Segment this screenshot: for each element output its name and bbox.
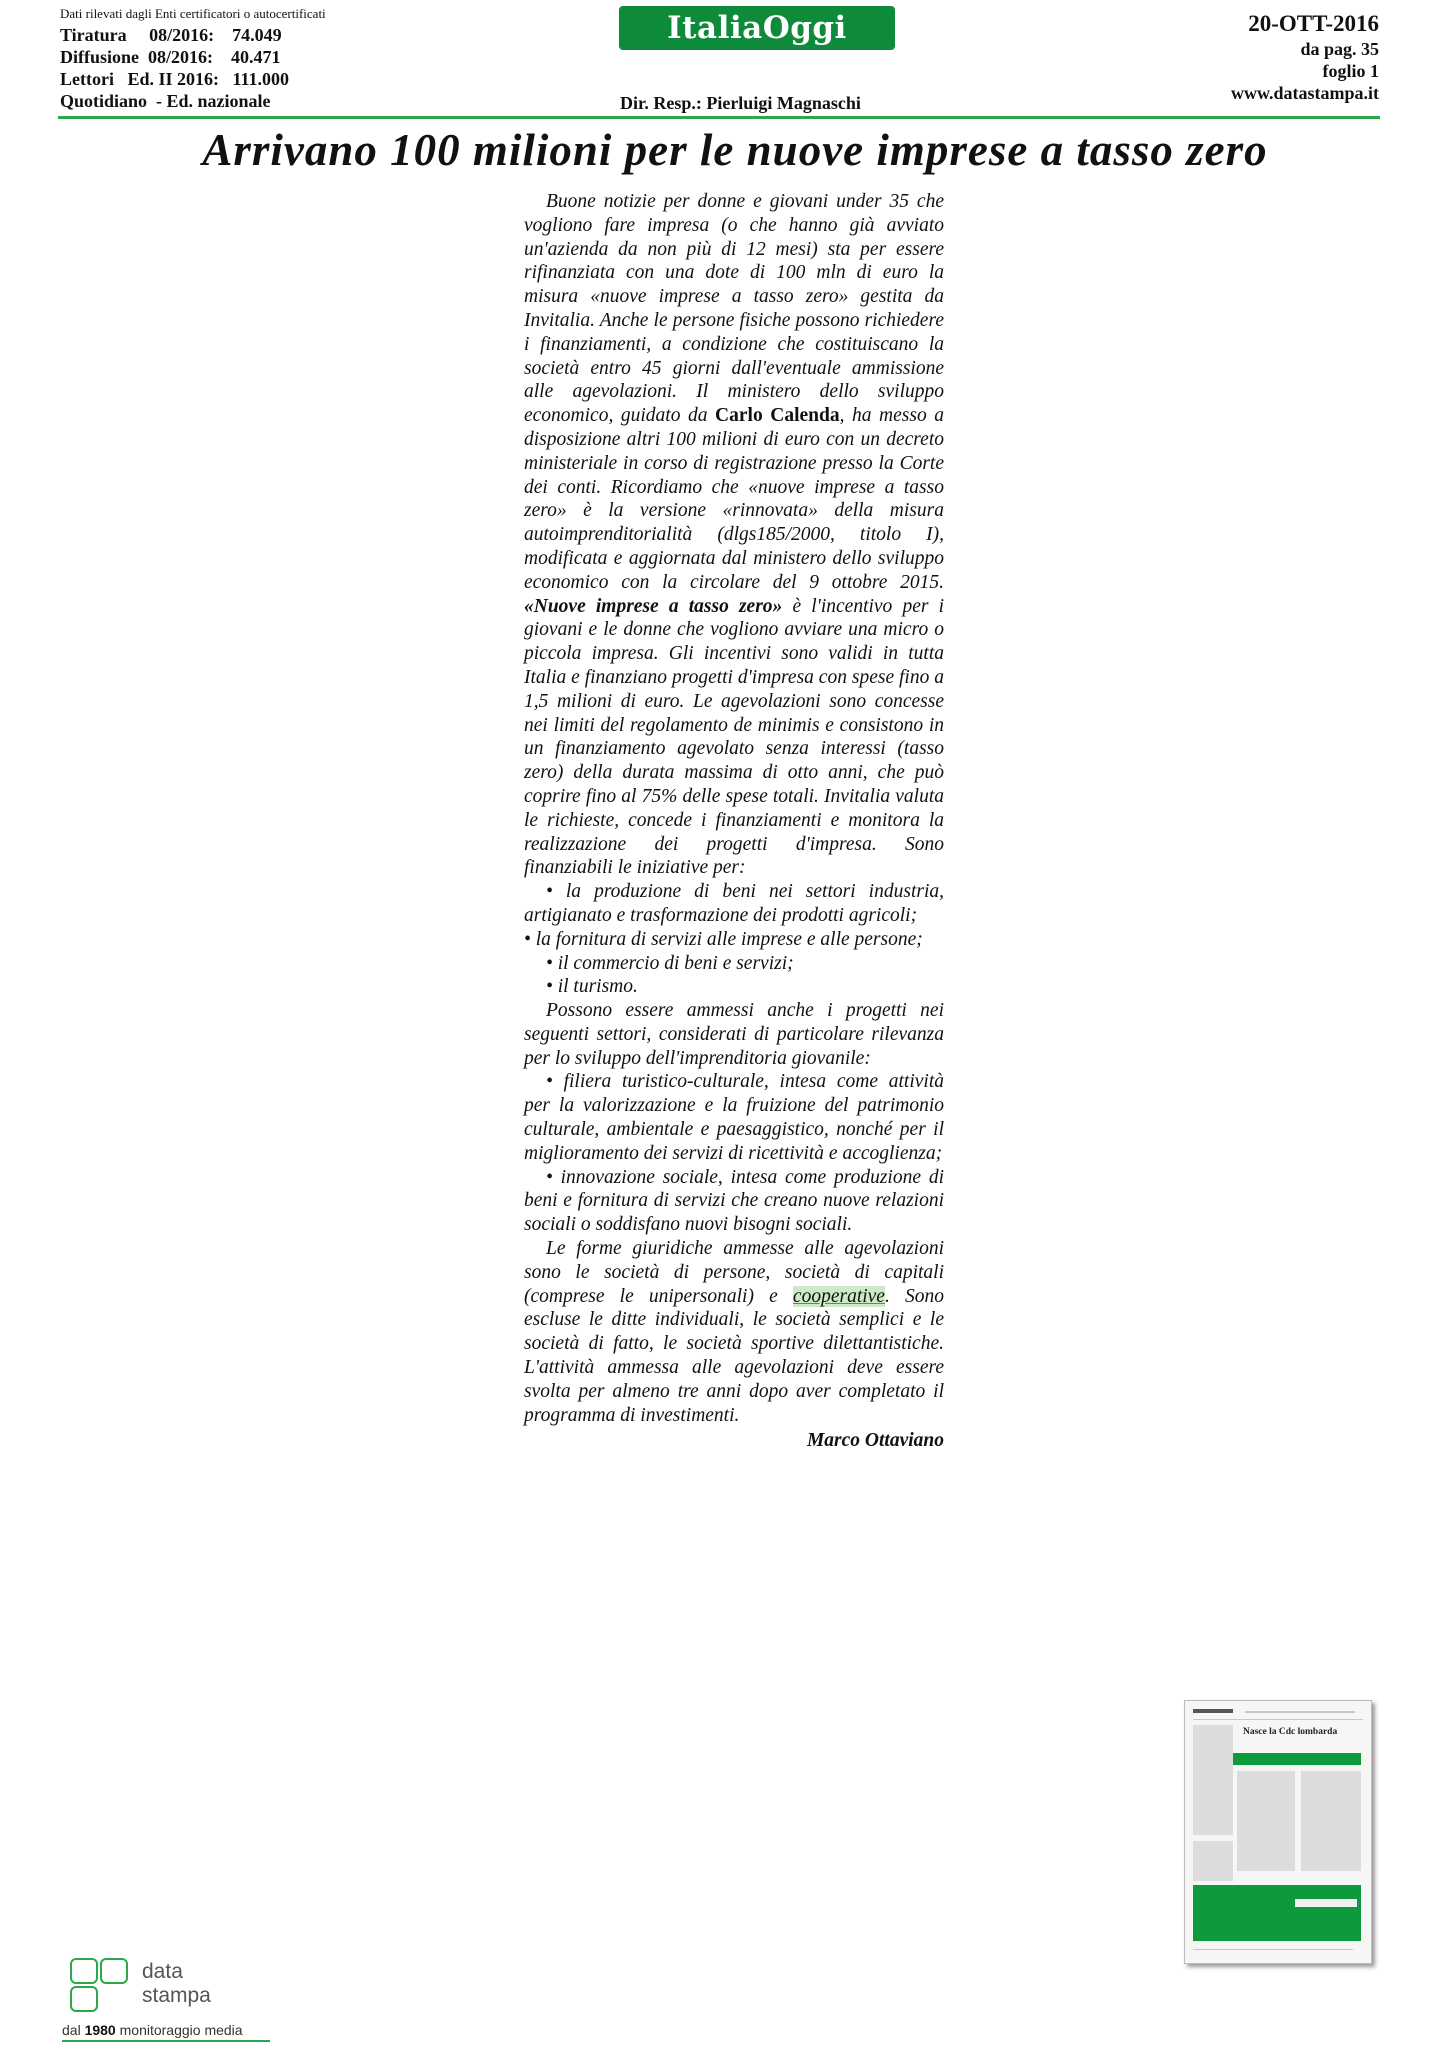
datastampa-logo: [70, 1958, 134, 2019]
highlighted-term[interactable]: cooperative: [792, 1285, 885, 1307]
wordmark-line: data: [142, 1960, 183, 1983]
list-item: • il commercio di beni e servizi;: [546, 952, 794, 974]
thumb-column: [1301, 1771, 1361, 1871]
source-note: Dati rilevati dagli Enti certificatori o autocertificati: [60, 6, 326, 21]
stat-tiratura: Tiratura 08/2016: 74.049: [60, 25, 282, 45]
text-run: , ha messo a disposizione altri 100 milioni di euro con un decreto ministeriale in corso di registrazione presso la Corte dei conti. Ricordiamo che «nuove imprese a tasso zero» è la versione «rinnovata» della misura autoimprenditorialità (dlgs185/2000, titolo I), modificata e aggiornata dal ministero dello sviluppo economico con la circolare del 9 ottobre 2015.: [524, 405, 944, 593]
paragraph: Possono essere ammessi anche i progetti nei seguenti settori, considerati di particolare rilevanza per lo sviluppo dell'imprenditoria giovanile:: [524, 1000, 944, 1069]
text-run: Le forme giuridiche ammesse alle agevolazioni sono le società di persone, società di capitali (comprese le unipersonali) e: [524, 1238, 944, 1307]
person-name: Carlo Calenda: [715, 405, 840, 427]
sheet-ref: foglio 1: [1322, 61, 1379, 81]
page-thumbnail[interactable]: [1184, 1700, 1372, 1964]
list-item: • innovazione sociale, intesa come produzione di beni e fornitura di servizi che creano nuove relazioni sociali o soddisfano nuovi bisogni sociali.: [524, 1166, 944, 1236]
site-url[interactable]: www.datastampa.it: [1230, 83, 1379, 103]
paragraph: [524, 1237, 944, 1427]
footer-divider: [62, 2040, 270, 2042]
thumb-title: Nasce la Cdc lombarda: [1243, 1727, 1338, 1737]
stat-diffusione: Diffusione 08/2016: 40.471: [60, 47, 281, 67]
thumb-green-box: [1193, 1885, 1361, 1941]
article-body: [524, 190, 944, 1453]
header-divider: [58, 116, 1380, 119]
tag-year: 1980: [84, 2022, 116, 2038]
text-run: è l'incentivo per i giovani e le donne che vogliono avviare una micro o piccola impresa. Gli incentivi sono validi in tutta Italia e finanziano progetti d'impresa con spese fino a 1,5 milioni di euro. Le agevolazioni sono concesse nei limiti del regolamento de minimis e consistono in un finanziamento agevolato senza interessi (tasso zero) della durata massima di otto anni, che può coprire fino al 75% delle spese totali. Invitalia valuta le richieste, concede i finanziamenti e monitora la realizzazione dei progetti d'impresa. Sono finanziabili le iniziative per:: [524, 595, 944, 879]
list-item: • la produzione di beni nei settori industria, artigianato e trasformazione dei prodotti agricoli;: [524, 881, 944, 926]
thumb-line: [1245, 1711, 1355, 1713]
list-item: • il turismo.: [546, 976, 638, 998]
stat-edition: Quotidiano - Ed. nazionale: [60, 91, 271, 111]
text-run: . Sono escluse le ditte individuali, le società semplici e le società di fatto, le società sportive dilettantistiche. L'attività ammessa alle agevolazioni deve essere svolta per almeno tre anni dopo aver completato il programma di investimenti.: [524, 1285, 944, 1426]
text-run: Buone notizie per donne e giovani under 35 che vogliono fare impresa (o che hanno già avviato un'azienda da non più di 12 mesi) sta per essere rifinanziata con una dote di 100 mln di euro la misura «nuove imprese a tasso zero» gestita da Invitalia. Anche le persone fisiche possono richiedere i finanziamenti, a condizione che costituiscano la società entro 45 giorni dall'eventuale ammissione alle agevolazioni. Il ministero dello sviluppo economico, guidato da: [524, 191, 944, 427]
italiaoggi-logo: ItaliaOggi: [619, 6, 895, 50]
thumb-line: [1295, 1899, 1357, 1907]
circulation-stats: [60, 24, 289, 112]
thumb-line: [1193, 1949, 1353, 1950]
tag-text: dal: [62, 2022, 85, 2038]
program-name: «Nuove imprese a tasso zero»: [524, 595, 783, 617]
author: Marco Ottaviano: [806, 1430, 944, 1452]
list-item: • filiera turistico-culturale, intesa come attività per la valorizzazione e la fruizione del patrimonio culturale, ambientale e paesaggistico, nonché per il miglioramento dei servizi di ricettività e accoglienza;: [524, 1071, 944, 1164]
thumb-green-box: [1233, 1753, 1361, 1765]
datastampa-tagline: [62, 2022, 243, 2038]
thumb-column: [1193, 1725, 1233, 1835]
paragraph: [524, 190, 944, 880]
tag-text: monitoraggio media: [115, 2022, 243, 2038]
page-ref: da pag. 35: [1300, 39, 1379, 59]
issue-date: 20-OTT-2016: [1248, 11, 1379, 36]
headline: Arrivano 100 milioni per le nuove imprese a tasso zero: [202, 125, 1268, 175]
datastampa-wordmark: [142, 1960, 211, 2008]
thumb-line: [1193, 1719, 1363, 1720]
director: Dir. Resp.: Pierluigi Magnaschi: [620, 93, 861, 113]
thumb-column: [1237, 1771, 1295, 1871]
issue-info: [1231, 10, 1379, 104]
stat-lettori: Lettori Ed. II 2016: 111.000: [60, 69, 290, 89]
squares-icon: [70, 1958, 134, 2014]
thumb-column: [1193, 1841, 1233, 1881]
list-item: • la fornitura di servizi alle imprese e alle persone;: [524, 928, 923, 950]
thumb-masthead: [1193, 1709, 1233, 1713]
wordmark-line: stampa: [142, 1984, 211, 2007]
